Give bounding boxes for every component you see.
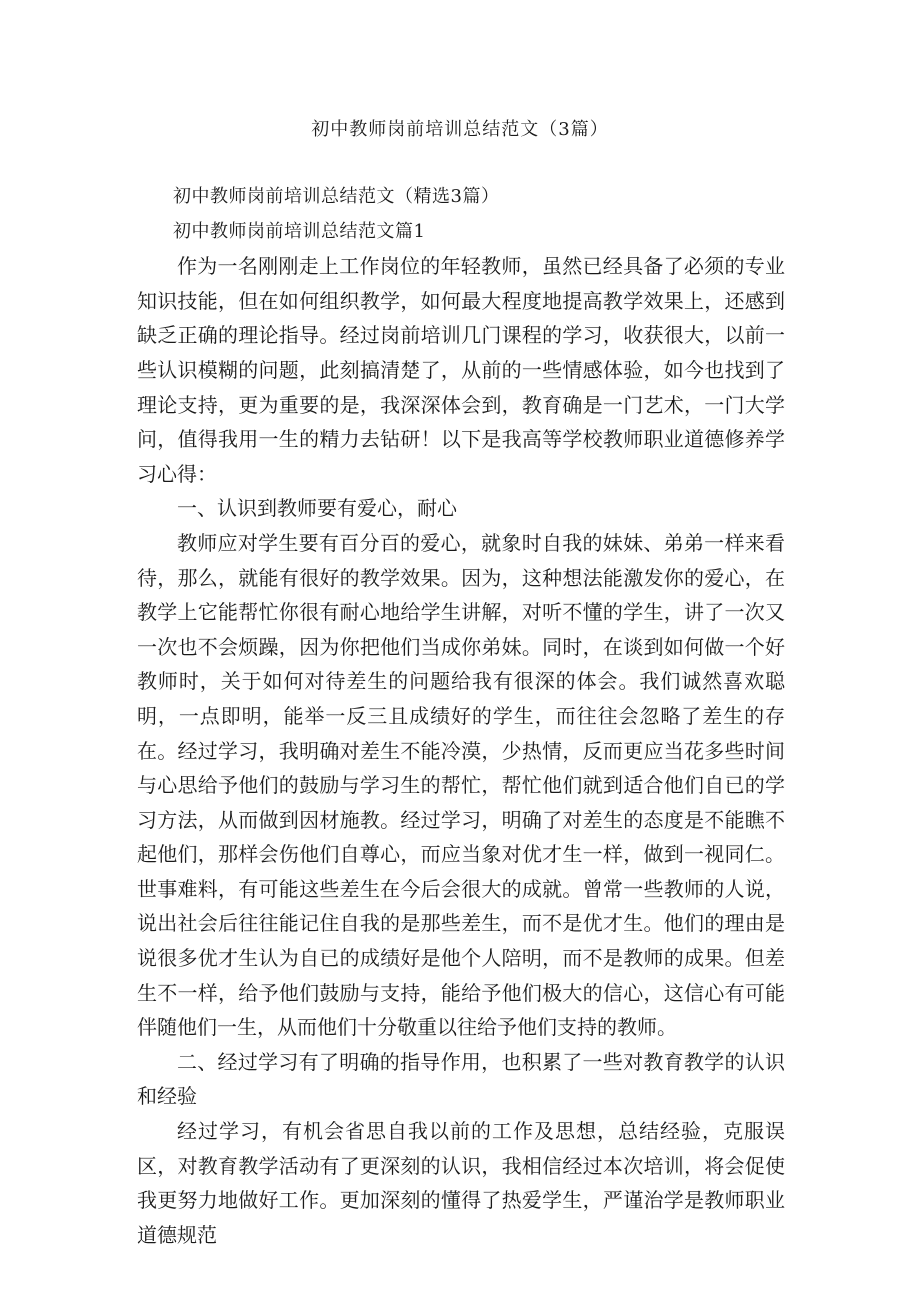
document-body [137,180,785,1252]
paragraph-heading-2: 二、经过学习有了明确的指导作用，也积累了一些对教育教学的认识和经验 [137,1049,785,1109]
paragraph-intro: 作为一名刚刚走上工作岗位的年轻教师，虽然已经具备了必须的专业知识技能，但在如何组织教学，如何最大程度地提高教学效果上，还感到缺乏正确的理论指导。经过岗前培训几门课程的学习，收获很大，以前一些认识模糊的问题，此刻搞清楚了，从前的一些情感体验，如今也找到了理论支持，更为重要的是，我深深体会到，教育确是一门艺术，一门大学问，值得我用一生的精力去钻研！以下是我高等学校教师职业道德修养学习心得： [137,254,785,486]
paragraph-reflection: 经过学习，有机会省思自我以前的工作及思想，总结经验，克服误区，对教育教学活动有了更深刻的认识，我相信经过本次培训，将会促使我更努力地做好工作。更加深刻的懂得了热爱学生，严谨治学是教师职业道德规范 [137,1119,785,1247]
document-subtitle: 初中教师岗前培训总结范文（精选3篇） [173,186,500,207]
paragraph-heading-1: 一、认识到教师要有爱心，耐心 [177,496,457,521]
section-title: 初中教师岗前培训总结范文篇1 [173,220,426,242]
document-title: 初中教师岗前培训总结范文（3篇） [311,119,609,140]
paragraph-love-patience: 教师应对学生要有百分百的爱心，就象时自我的妹妹、弟弟一样来看待，那么，就能有很好的教学效果。因为，这种想法能激发你的爱心，在教学上它能帮忙你很有耐心地给学生讲解，对听不懂的学生，讲了一次又一次也不会烦躁，因为你把他们当成你弟妹。同时，在谈到如何做一个好教师时，关于如何对待差生的问题给我有很深的体会。我们诚然喜欢聪明，一点即明，能举一反三且成绩好的学生，而往往会忽略了差生的存在。经过学习，我明确对差生不能冷漠，少热情，反而更应当花多些时间与心思给予他们的鼓励与学习生的帮忙，帮忙他们就到适合他们自已的学习方法，从而做到因材施教。经过学习，明确了对差生的态度是不能瞧不起他们，那样会伤他们自尊心，而应当象对优才生一样，做到一视同仁。世事难料，有可能这些差生在今后会很大的成就。曾常一些教师的人说，说出社会后往往能记住自我的是那些差生，而不是优才生。他们的理由是说很多优才生认为自已的成绩好是他个人陪明，而不是教师的成果。但差生不一样，给予他们鼓励与支持，能给予他们极大的信心，这信心有可能伴随他们一生，从而他们十分敬重以往给予他们支持的教师。 [137,530,785,1040]
